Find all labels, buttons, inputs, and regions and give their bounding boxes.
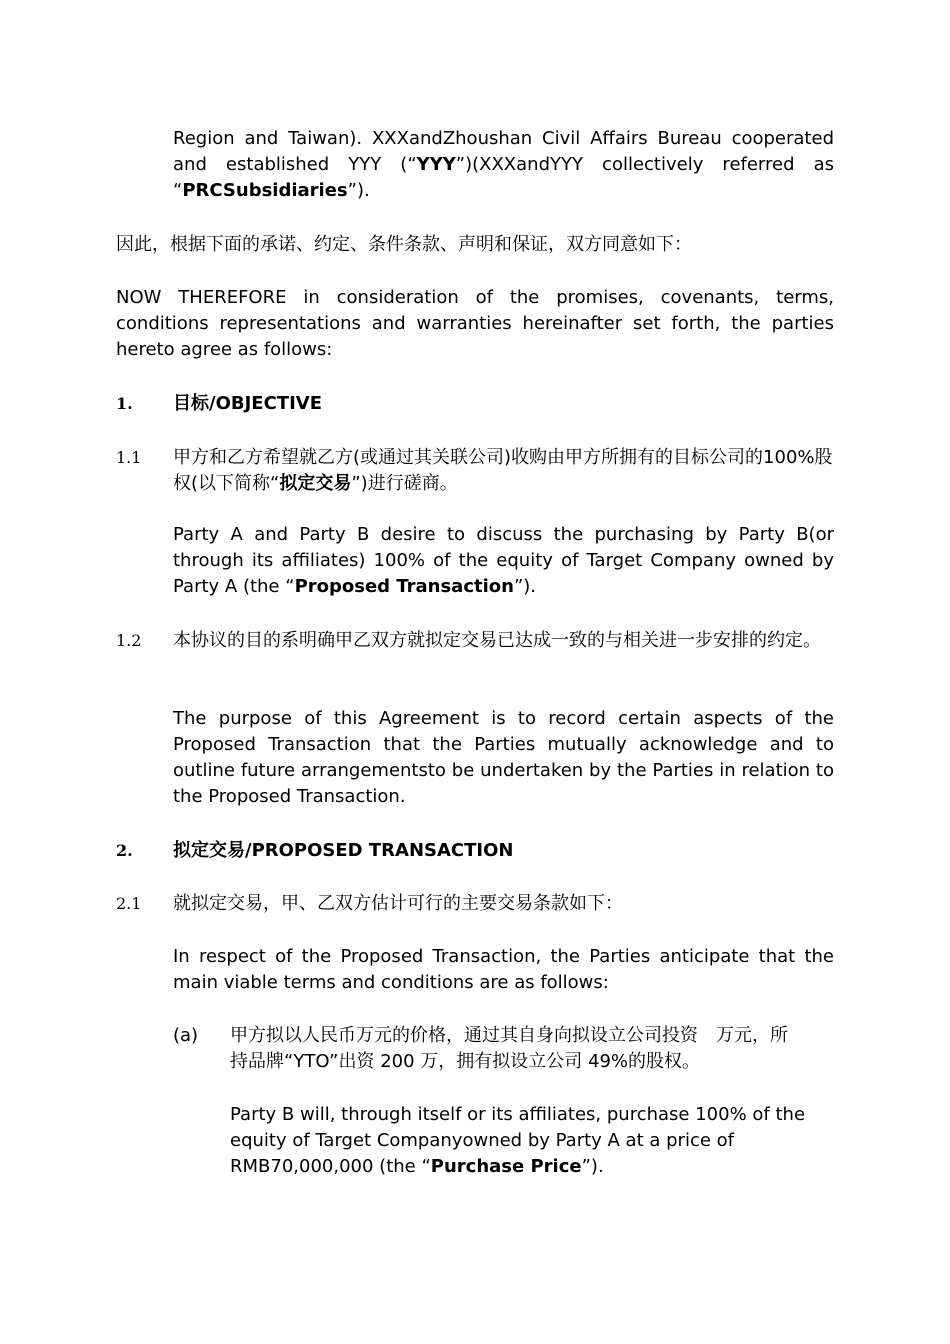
defined-term-purchase-price: Purchase Price: [430, 1156, 582, 1177]
clause-2-1-cn: 就拟定交易，甲、乙双方估计可行的主要交易条款如下：: [173, 893, 623, 914]
clause-text-part: 甲方和乙方希望就乙方(或通过其关联公司)收购由甲方所拥有的目标公司的100%股权(以下简称“: [173, 447, 833, 494]
clause-1-1-number: 1.1: [116, 448, 142, 467]
section-2-title: 拟定交易/PROPOSED TRANSACTION: [173, 840, 514, 861]
defined-term-prc-subsidiaries: PRCSubsidiaries: [182, 180, 348, 201]
therefore-cn: 因此，根据下面的承诺、约定、条件条款、声明和保证，双方同意如下：: [116, 234, 692, 255]
clause-1-1-cn: [173, 445, 834, 497]
therefore-en: NOW THEREFORE in consideration of the promises, covenants, terms, conditions representations and warranties hereinafter set forth, the parties hereto agree as follows:: [116, 287, 834, 360]
item-text-part: ”).: [581, 1156, 604, 1177]
item-a-cn-line-1: 甲方拟以人民币万元的价格，通过其自身向拟设立公司投资 万元，所: [230, 1025, 788, 1046]
clause-1-1-en: [173, 522, 834, 600]
section-1-number: 1.: [116, 394, 133, 413]
item-a-label: (a): [173, 1025, 199, 1046]
section-1-title: 目标/OBJECTIVE: [173, 393, 323, 414]
clause-text-part: Party A and Party B desire to discuss the purchasing by Party B(or through its affiliates) 100% of the equity of Target Company owned by Party A (the “: [173, 524, 834, 597]
item-a-en: [230, 1102, 820, 1180]
intro-text-part: ”)(XXXandYYY collectively referred as “: [173, 154, 834, 201]
defined-term-proposed-transaction: Proposed Transaction: [294, 576, 514, 597]
clause-2-1-number: 2.1: [116, 894, 142, 913]
section-2-number: 2.: [116, 841, 133, 860]
clause-text-part: ”)进行磋商。: [351, 473, 458, 494]
defined-term-cn: 拟定交易: [279, 473, 352, 494]
clause-1-2-number: 1.2: [116, 631, 142, 650]
item-a-cn-line-2: 持品牌“YTO”出资 200 万，拥有拟设立公司 49%的股权。: [230, 1051, 701, 1072]
defined-term-yyy: YYY: [416, 154, 456, 175]
clause-text-part: ”).: [513, 576, 537, 597]
clause-1-2-cn: 本协议的目的系明确甲乙双方就拟定交易已达成一致的与相关进一步安排的约定。: [173, 630, 821, 651]
clause-1-2-en: The purpose of this Agreement is to record certain aspects of the Proposed Transaction that the Parties mutually acknowledge and to outline future arrangementsto be undertaken by the Parties in relation to the Proposed Transaction.: [173, 708, 834, 807]
intro-paragraph: [173, 126, 834, 204]
item-text-part: Party B will, through itself or its affiliates, purchase 100% of the equity of Target Companyowned by Party A at a price of RMB70,000,000 (the “: [230, 1104, 806, 1177]
intro-text-part: ”).: [347, 180, 370, 201]
intro-text-part: Region and Taiwan). XXXandZhoushan Civil Affairs Bureau cooperated and established YYY (“: [173, 128, 834, 175]
clause-2-1-en: In respect of the Proposed Transaction, the Parties anticipate that the main viable terms and conditions are as follows:: [173, 946, 834, 993]
